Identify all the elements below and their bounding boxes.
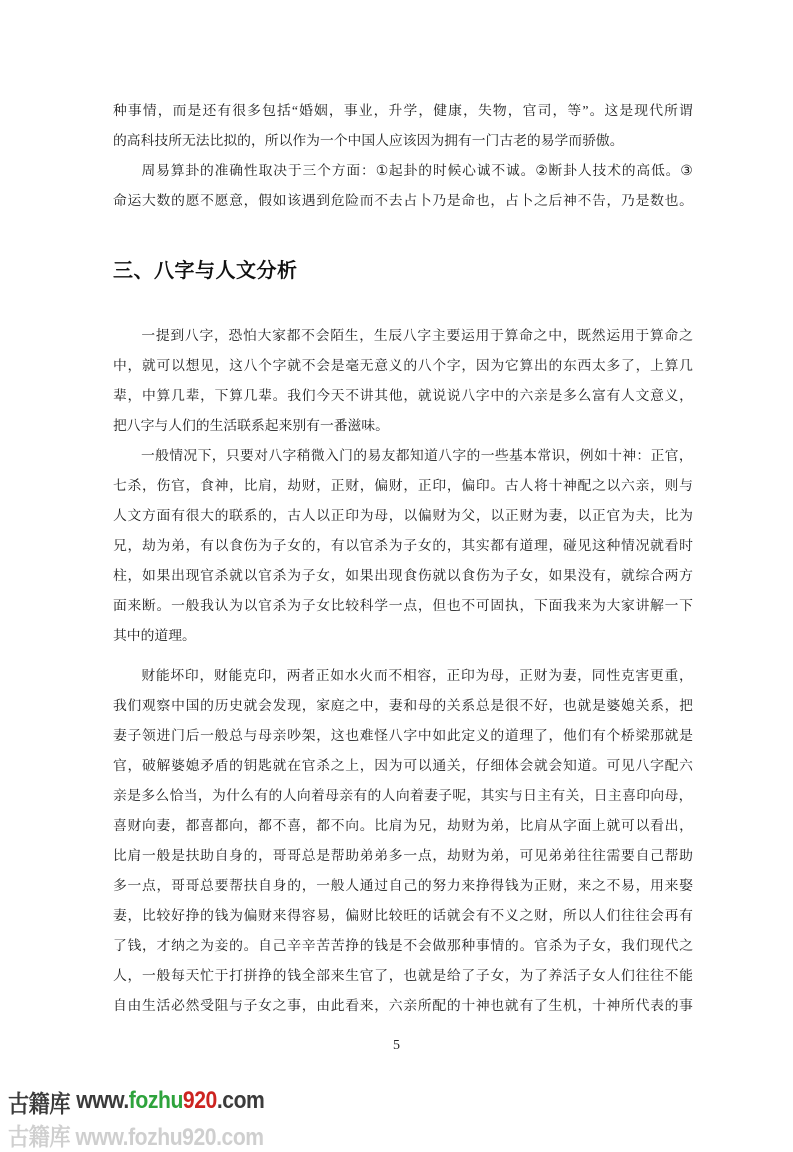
text-line: 我 们 观 察 中 国 的 历 史 就 会 发 现 ， 家 庭 之 中 ， 妻 和 母 的 关 系 总 是 很 不 好 ， 也 就 是 婆 媳 关 系 ， 把 xyxy=(113,698,693,714)
watermark-url-number: 920 xyxy=(182,1087,217,1114)
text-line: 辈 ， 中 算 几 辈 ， 下 算 几 辈 。 我 们 今 天 不 讲 其 他 ， 就 说 说 八 字 中 的 六 亲 是 多 么 富 有 人 文 意 义 ， xyxy=(113,388,693,404)
watermark xyxy=(8,1084,264,1118)
watermark-brand: 古籍库 xyxy=(8,1090,71,1118)
text-line: 面 来 断 。 一 般 我 认 为 以 官 杀 为 子 女 比 较 科 学 一 点 ， 但 也 不 可 固 执 ， 下 面 我 来 为 大 家 讲 解 一 下 xyxy=(113,598,693,614)
paragraph-bazi-intro xyxy=(113,321,693,441)
watermark-url-name: fozhu xyxy=(128,1087,183,1114)
text-line: 其 中 的 道 理 。 xyxy=(113,628,196,644)
watermark-clipped-row xyxy=(8,1117,264,1151)
text-line: 一 提 到 八 字 ， 恐 怕 大 家 都 不 会 陌 生 ， 生 辰 八 字 主 要 运 用 于 算 命 之 中 ， 既 然 运 用 于 算 命 之 xyxy=(141,328,693,344)
text-line: 中 ， 就 可 以 想 见 ， 这 八 个 字 就 不 会 是 毫 无 意 义 的 八 个 字 ， 因 为 它 算 出 的 东 西 太 多 了 ， 上 算 几 xyxy=(113,358,693,374)
text-line: 柱 ， 如 果 出 现 官 杀 就 以 官 杀 为 子 女 ， 如 果 出 现 食 伤 就 以 食 伤 为 子 女 ， 如 果 没 有 ， 就 综 合 两 方 xyxy=(113,568,693,584)
watermark-url-tld: .com xyxy=(216,1087,265,1114)
text-line: 周 易 算 卦 的 准 确 性 取 决 于 三 个 方 面 ： ① 起 卦 的 时 候 心 诚 不 诚 。 ② 断 卦 人 技 术 的 高 低 。 ③ xyxy=(141,163,693,179)
text-line: 人 文 方 面 有 很 大 的 联 系 的 ， 古 人 以 正 印 为 母 ， 以 偏 财 为 父 ， 以 正 财 为 妻 ， 以 正 官 为 夫 ， 比 为 xyxy=(113,508,693,524)
paragraph-wealth-seal xyxy=(113,661,693,1021)
text-line: 官 ， 破 解 婆 媳 矛 盾 的 钥 匙 就 在 官 杀 之 上 ， 因 为 可 以 通 关 ， 仔 细 体 会 就 会 知 道 。 可 见 八 字 配 六 xyxy=(113,758,693,774)
watermark-url-www: www. xyxy=(76,1087,129,1114)
paragraph-continuation xyxy=(113,96,693,156)
text-line: 多 一 点 ， 哥 哥 总 要 帮 扶 自 身 的 ， 一 般 人 通 过 自 己 的 努 力 来 挣 得 钱 为 正 财 ， 来 之 不 易 ， 用 来 娶 xyxy=(113,878,693,894)
text-line: 人 ， 一 般 每 天 忙 于 打 拼 挣 的 钱 全 部 来 生 官 了 ， 也 就 是 给 了 子 女 ， 为 了 养 活 子 女 人 们 往 往 不 能 xyxy=(113,968,693,984)
text-line: 妻 子 领 进 门 后 一 般 总 与 母 亲 吵 架 ， 这 也 难 怪 八 字 中 如 此 定 义 的 道 理 了 ， 他 们 有 个 桥 梁 那 就 是 xyxy=(113,728,693,744)
text-line: 一 般 情 况 下 ， 只 要 对 八 字 稍 微 入 门 的 易 友 都 知 道 八 字 的 一 些 基 本 常 识 ， 例 如 十 神 ： 正 官 ， xyxy=(140,448,693,464)
section-heading: 三、八字与人文分析 xyxy=(113,259,298,282)
text-line: 亲 是 多 么 恰 当 ， 为 什 么 有 的 人 向 着 母 亲 有 的 人 向 着 妻 子 呢 ， 其 实 与 日 主 有 关 ， 日 主 喜 印 向 母 ， xyxy=(113,788,693,804)
text-line: 兄 ， 劫 为 弟 ， 有 以 食 伤 为 子 女 的 ， 有 以 官 杀 为 子 女 的 ， 其 实 都 有 道 理 ， 碰 见 这 种 情 况 就 看 时 xyxy=(113,538,693,554)
text-line: 妻 ， 比 较 好 挣 的 钱 为 偏 财 来 得 容 易 ， 偏 财 比 较 旺 的 话 就 会 有 不 义 之 财 ， 所 以 人 们 往 往 会 再 有 xyxy=(113,908,693,924)
text-line: 的 高 科 技 所 无 法 比 拟 的 ， 所 以 作 为 一 个 中 国 人 应 该 因 为 拥 有 一 门 古 老 的 易 学 而 骄 傲 。 xyxy=(113,133,624,149)
watermark-clipped-text: 古籍库 www.fozhu920.com xyxy=(8,1123,264,1151)
text-line: 喜 财 向 妻 ， 都 喜 都 向 ， 都 不 喜 ， 都 不 向 。 比 肩 为 兄 ， 劫 财 为 弟 ， 比 肩 从 字 面 上 就 可 以 看 出 ， xyxy=(113,818,693,834)
text-line: 比 肩 一 般 是 扶 助 自 身 的 ， 哥 哥 总 是 帮 助 弟 弟 多 一 点 ， 劫 财 为 弟 ， 可 见 弟 弟 往 往 需 要 自 己 帮 助 xyxy=(113,848,693,864)
text-line: 了 钱 ， 才 纳 之 为 妾 的 。 自 己 辛 辛 苦 苦 挣 的 钱 是 不 会 做 那 种 事 情 的 。 官 杀 为 子 女 ， 我 们 现 代 之 xyxy=(113,938,693,954)
paragraph-ten-gods xyxy=(113,441,693,651)
paragraph-zhouyi-accuracy xyxy=(113,156,693,216)
text-line: 把 八 字 与 人 们 的 生 活 联 系 起 来 别 有 一 番 滋 味 。 xyxy=(113,418,389,434)
text-line: 财 能 坏 印 ， 财 能 克 印 ， 两 者 正 如 水 火 而 不 相 容 ， 正 印 为 母 ， 正 财 为 妻 ， 同 性 克 害 更 重 ， xyxy=(141,668,693,684)
text-line: 命 运 大 数 的 愿 不 愿 意 ， 假 如 该 遇 到 危 险 而 不 去 占 卜 乃 是 命 也 ， 占 卜 之 后 神 不 告 ， 乃 是 数 也 。 xyxy=(113,193,693,209)
page-content xyxy=(113,96,693,1021)
text-line: 自 由 生 活 必 然 受 阻 与 子 女 之 事 ， 由 此 看 来 ， 六 亲 所 配 的 十 神 也 就 有 了 生 机 ， 十 神 所 代 表 的 事 xyxy=(113,998,693,1014)
text-line: 种 事 情 ， 而 是 还 有 很 多 包 括 “ 婚 姻 ， 事 业 ， 升 学 ， 健 康 ， 失 物 ， 官 司 ， 等 ” 。 这 是 现 代 所 谓 xyxy=(113,103,693,119)
text-line: 七 杀 ， 伤 官 ， 食 神 ， 比 肩 ， 劫 财 ， 正 财 ， 偏 财 ， 正 印 ， 偏 印 。 古 人 将 十 神 配 之 以 六 亲 ， 则 与 xyxy=(113,478,693,494)
page-number: 5 xyxy=(393,1038,400,1053)
